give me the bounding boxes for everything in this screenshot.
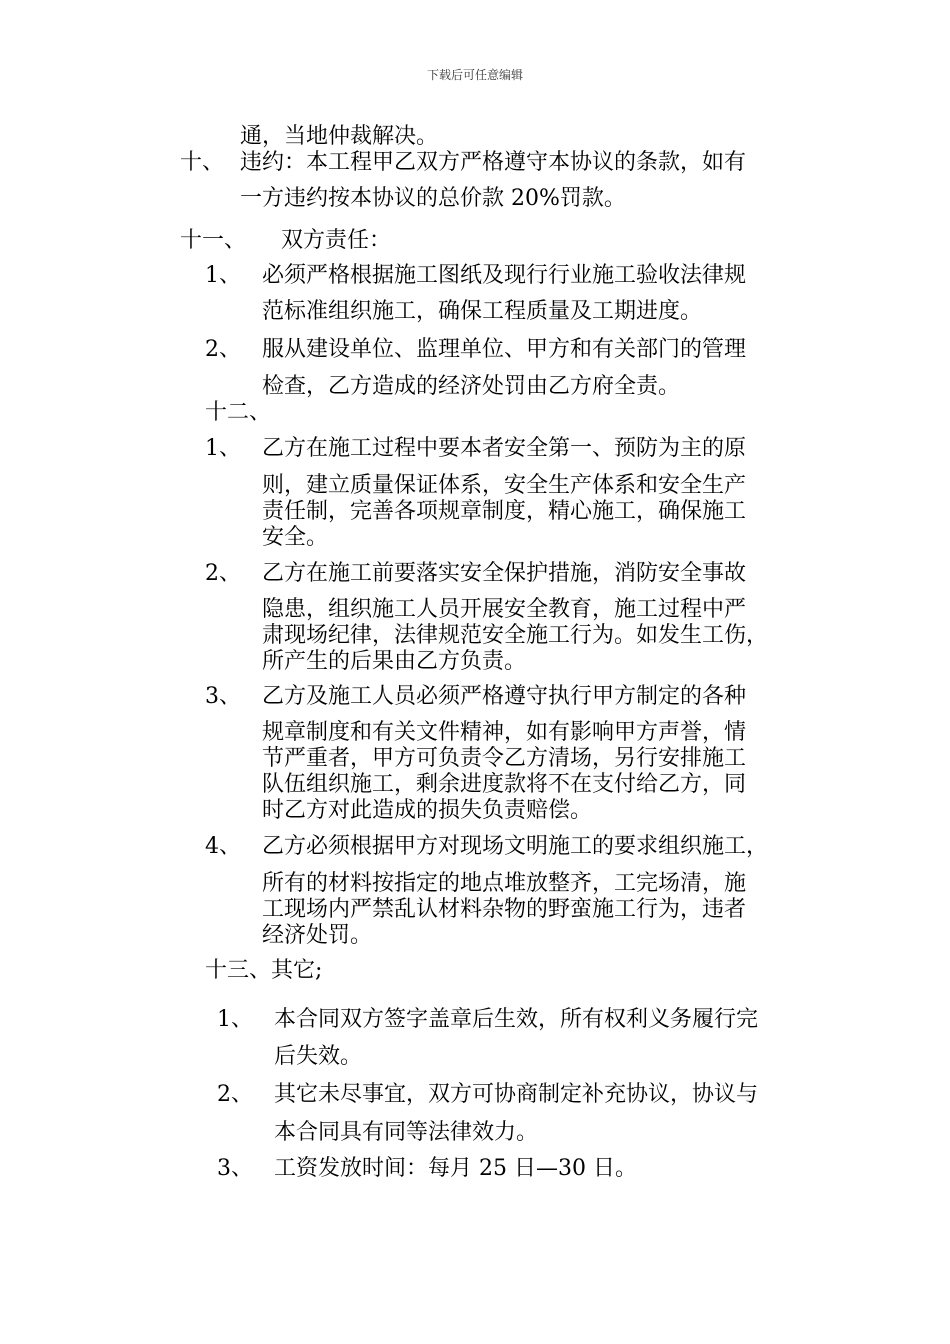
section-11-title: 双方责任： xyxy=(281,228,392,253)
section-13-item-1-line-1: 本合同双方签字盖章后生效，所有权利义务履行完 xyxy=(274,1007,759,1032)
section-12-item-4-number: 4、 xyxy=(205,834,241,859)
section-12-item-2-line-3: 肃现场纪律，法律规范安全施工行为。如发生工伤， xyxy=(262,623,769,648)
section-12-item-3-line-5: 时乙方对此造成的损失负责赔偿。 xyxy=(262,798,593,823)
section-12-item-1-line-3: 责任制，完善各项规章制度，精心施工，确保施工 xyxy=(262,499,747,524)
section-11-heading: 十一、 xyxy=(180,228,247,253)
section-12-item-2-line-1: 乙方在施工前要落实安全保护措施，消防安全事故 xyxy=(262,561,747,586)
section-12-heading: 十二、 xyxy=(205,400,272,425)
page-header: 下载后可任意编辑 xyxy=(426,68,523,82)
section-11-item-2-line-2: 检查，乙方造成的经济处罚由乙方府全责。 xyxy=(262,374,681,399)
section-10-line-2: 一方违约按本协议的总价款 20%罚款。 xyxy=(240,186,626,211)
section-12-item-2-line-4: 所产生的后果由乙方负责。 xyxy=(262,649,527,674)
section-12-item-2-number: 2、 xyxy=(205,561,241,586)
section-12-item-4-line-4: 经济处罚。 xyxy=(262,923,373,948)
section-10-line-1: 违约：本工程甲乙双方严格遵守本协议的条款，如有 xyxy=(240,150,747,175)
section-12-item-1-number: 1、 xyxy=(205,436,241,461)
section-13-item-3-number: 3、 xyxy=(217,1156,253,1181)
section-12-item-1-line-1: 乙方在施工过程中要本者安全第一、预防为主的原 xyxy=(262,436,747,461)
section-12-item-4-line-1: 乙方必须根据甲方对现场文明施工的要求组织施工， xyxy=(262,834,769,859)
section-12-item-4-line-2: 所有的材料按指定的地点堆放整齐，工完场清，施 xyxy=(262,871,747,896)
section-11-item-1-line-2: 范标准组织施工，确保工程质量及工期进度。 xyxy=(262,299,703,324)
section-12-item-1-body xyxy=(262,473,746,551)
section-12-item-2-line-2: 隐患，组织施工人员开展安全教育，施工过程中严 xyxy=(262,597,747,622)
section-12-item-4-body xyxy=(262,871,746,949)
section-12-item-1-line-4: 安全。 xyxy=(262,525,329,550)
intro-line: 通，当地仲裁解决。 xyxy=(240,124,439,149)
section-10-number: 十、 xyxy=(180,150,225,175)
section-11-item-1-line-1: 必须严格根据施工图纸及现行行业施工验收法律规 xyxy=(262,263,747,288)
section-11-item-1-number: 1、 xyxy=(205,263,241,288)
section-11-item-2-number: 2、 xyxy=(205,337,241,362)
section-13-item-2-number: 2、 xyxy=(217,1082,253,1107)
section-12-item-3-number: 3、 xyxy=(205,684,241,709)
section-13-item-2-line-2: 本合同具有同等法律效力。 xyxy=(274,1120,539,1145)
section-13-item-3-line-1: 工资发放时间：每月 25 日—30 日。 xyxy=(274,1156,637,1181)
section-13-heading: 十三、其它; xyxy=(205,958,323,983)
section-12-item-3-line-3: 节严重者，甲方可负责令乙方清场，另行安排施工 xyxy=(262,746,747,771)
section-12-item-2-body xyxy=(262,597,768,675)
section-13-item-2-line-1: 其它未尽事宜，双方可协商制定补充协议，协议与 xyxy=(274,1082,759,1107)
section-12-item-4-line-3: 工现场内严禁乱认材料杂物的野蛮施工行为，违者 xyxy=(262,897,747,922)
section-12-item-3-line-4: 队伍组织施工，剩余进度款将不在支付给乙方，同 xyxy=(262,772,747,797)
section-13-item-1-line-2: 后失效。 xyxy=(274,1044,363,1069)
section-12-item-3-body xyxy=(262,720,746,824)
section-12-item-3-line-2: 规章制度和有关文件精神，如有影响甲方声誉，情 xyxy=(262,720,747,745)
section-13-item-1-number: 1、 xyxy=(217,1007,253,1032)
section-12-item-3-line-1: 乙方及施工人员必须严格遵守执行甲方制定的各种 xyxy=(262,684,747,709)
section-12-item-1-line-2: 则，建立质量保证体系，安全生产体系和安全生产 xyxy=(262,473,747,498)
section-11-item-2-line-1: 服从建设单位、监理单位、甲方和有关部门的管理 xyxy=(262,337,747,362)
